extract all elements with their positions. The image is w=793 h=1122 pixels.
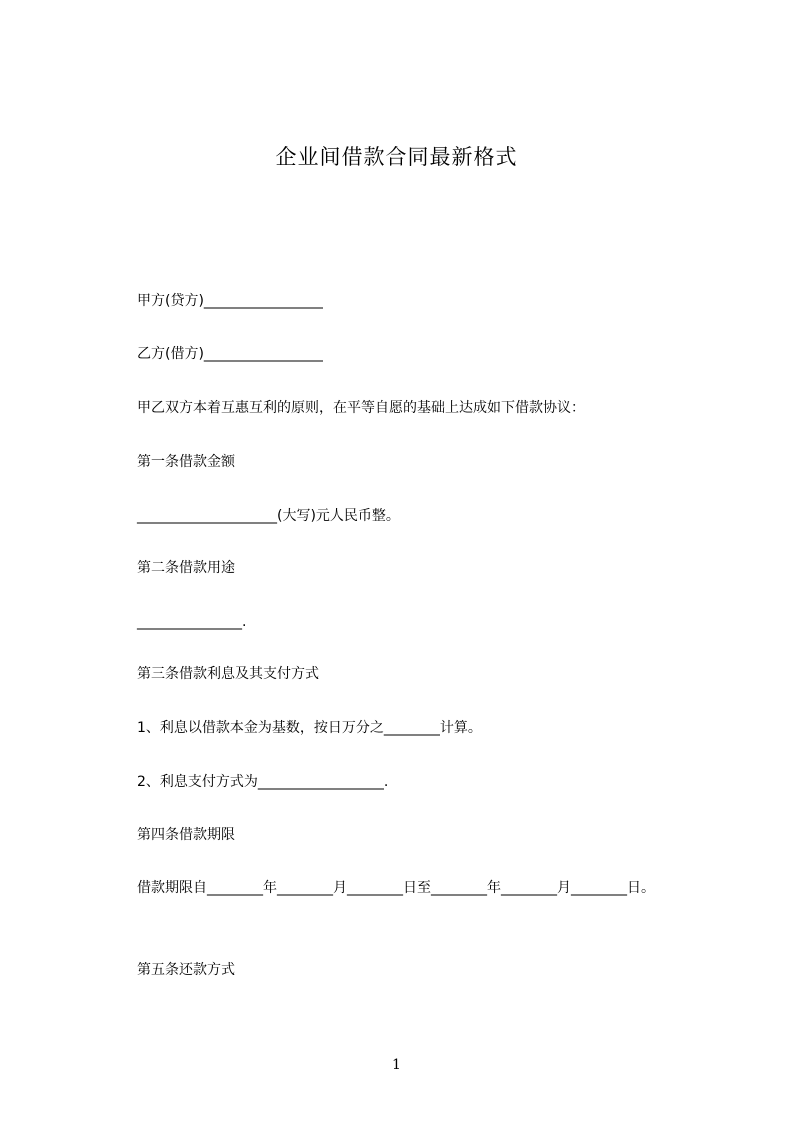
party-b-line: 乙方(借方)_________________ xyxy=(137,346,323,362)
party-a-line: 甲方(贷方)_________________ xyxy=(137,293,323,309)
page-number: 1 xyxy=(392,1057,401,1073)
loan-term-paragraph xyxy=(106,877,706,899)
agreement-intro: 甲乙双方本着互惠互利的原则，在平等自愿的基础上达成如下借款协议： xyxy=(137,400,585,416)
loan-purpose-line: _______________. xyxy=(137,614,247,630)
document-title: 企业间借款合同最新格式 xyxy=(275,145,518,169)
article-2-heading: 第二条借款用途 xyxy=(137,560,235,576)
interest-rate-line: 1、利息以借款本金为基数，按日万分之________计算。 xyxy=(137,720,482,736)
loan-term-text: 借款期限自________年________月________日至________年________月________日。 xyxy=(137,880,655,896)
article-4-heading: 第四条借款期限 xyxy=(137,827,235,843)
article-3-heading: 第三条借款利息及其支付方式 xyxy=(137,666,319,682)
loan-amount-line: ____________________(大写)元人民币整。 xyxy=(137,508,400,524)
article-5-heading: 第五条还款方式 xyxy=(137,962,235,978)
interest-payment-line: 2、利息支付方式为__________________. xyxy=(137,774,389,790)
article-1-heading: 第一条借款金额 xyxy=(137,454,235,470)
